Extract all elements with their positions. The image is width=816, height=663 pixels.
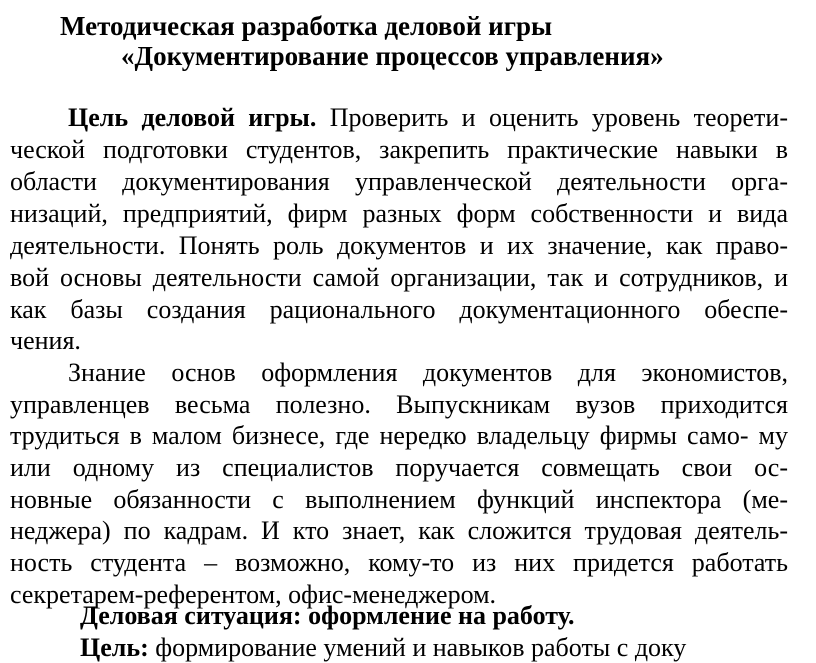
knowledge-paragraph-line: трудиться в малом бизнесе, где нередко владельцу фирмы само- му <box>10 421 788 450</box>
goal-paragraph-line: ческой подготовки студентов, закрепить практические навыки в <box>10 135 788 164</box>
knowledge-paragraph-line: или одному из специалистов поручается совмещать свои ос- <box>10 453 788 482</box>
goal-short-text: формирование умений и навыков работы с доку <box>148 633 687 662</box>
goal-paragraph-line-1 <box>68 103 788 133</box>
knowledge-paragraph-line: ность студента – возможно, кому-то из них придется работать <box>10 548 788 577</box>
goal-text-start: Проверить и оценить уровень теорети- <box>316 103 788 132</box>
knowledge-paragraph-line: управленцев весьма полезно. Выпускникам вузов приходится <box>10 390 788 419</box>
knowledge-paragraph-line-1: Знание основ оформления документов для экономистов, <box>68 358 788 387</box>
goal-paragraph-line: области документирования управленческой деятельности орга- <box>10 167 788 196</box>
knowledge-paragraph-line: неджера) по кадрам. И кто знает, как сложится трудовая деятель- <box>10 516 788 545</box>
document-title-line-1: Методическая разработка деловой игры <box>60 11 553 41</box>
goal-paragraph-line: вой основы деятельности самой организации, так и сотрудников, и <box>10 263 788 292</box>
knowledge-paragraph-line: секретарем-референтом, офис-менеджером. <box>10 580 497 609</box>
knowledge-paragraph-line: новные обязанности с выполнением функций инспектора (ме- <box>10 485 788 514</box>
goal-short-label: Цель: <box>80 633 149 662</box>
goal-paragraph-line: как базы создания рационального документационного обеспе- <box>10 295 788 324</box>
goal-paragraph-line: чения. <box>10 326 81 355</box>
goal-label: Цель деловой игры. <box>68 103 317 132</box>
goal-short-line <box>80 633 788 663</box>
goal-paragraph-line: деятельности. Понять роль документов и их значение, как право- <box>10 231 788 260</box>
goal-paragraph-line: низаций, предприятий, фирм разных форм собственности и вида <box>10 199 788 228</box>
document-title-line-2: «Документирование процессов управления» <box>121 41 664 71</box>
business-situation-heading: Деловая ситуация: оформление на работу. <box>80 601 575 630</box>
